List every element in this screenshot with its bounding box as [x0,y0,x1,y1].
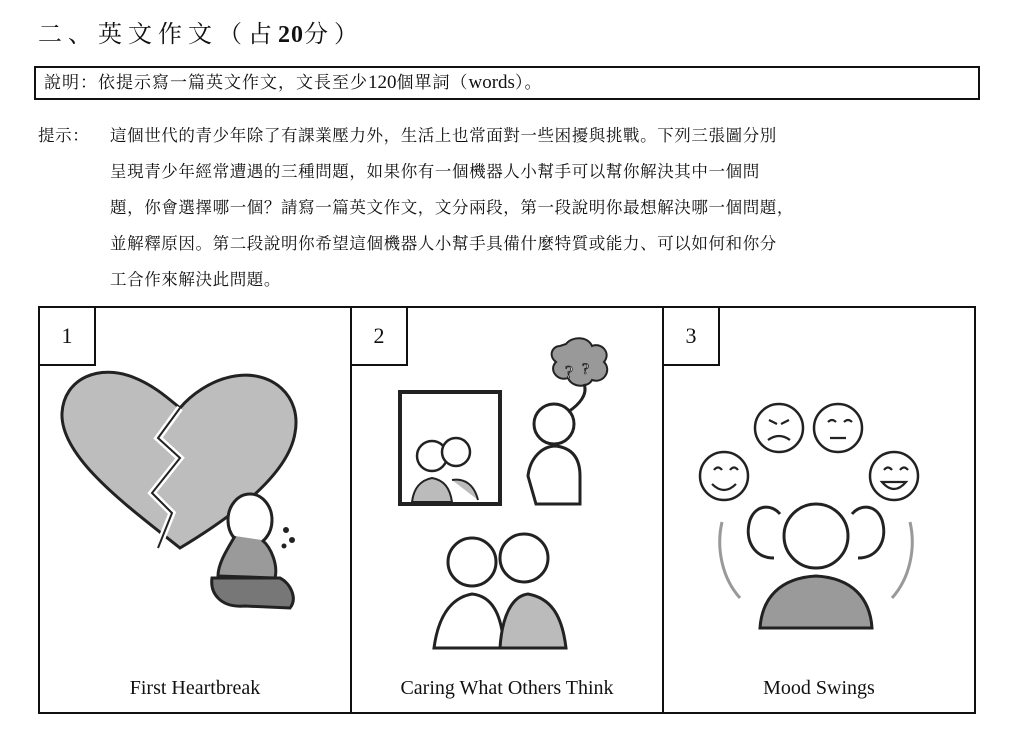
prompt-line: 並解釋原因。第二段說明你希望這個機器人小幫手具備什麼特質或能力、可以如何和你分 [110,234,777,253]
panel-caption: Caring What Others Think [400,677,614,699]
panel-mood-swings [664,308,974,712]
picture-panels [38,306,976,714]
section-heading [38,14,364,49]
instruction-middle: 個單詞（ [396,73,469,93]
instruction-words: words [468,72,515,93]
svg-text:?: ? [565,362,573,382]
heading-prefix: 二、英文作文（占 [38,20,278,48]
prompt-line: 這個世代的青少年除了有課業壓力外，生活上也常面對一些困擾與挑戰。下列三張圖分別 [110,126,777,145]
panel-caption: Mood Swings [763,677,875,699]
heading-points: 20 [278,22,304,48]
panel-number: 2 [352,308,408,366]
panel-number: 1 [40,308,96,366]
panel-caption: First Heartbreak [129,677,261,699]
prompt-label: 提示： [38,126,90,145]
svg-text:?: ? [582,361,590,378]
prompt-line: 呈現青少年經常遭遇的三種問題，如果你有一個機器人小幫手可以幫你解決其中一個問 [110,162,760,181]
panel-caring-what-others-think [352,308,664,712]
prompt-line: 工合作來解決此問題。 [110,270,281,289]
prompt-line: 題，你會選擇哪一個？請寫一篇英文作文，文分兩段，第一段說明你最想解決哪一個問題， [110,198,794,217]
panel-number: 3 [664,308,720,366]
instruction-word-count: 120 [368,72,397,93]
emotion-faces-icon [664,308,974,712]
instruction-suffix: ）。 [514,73,543,93]
instruction-prefix: 說明：依提示寫一篇英文作文，文長至少 [44,73,368,93]
instruction-box [34,66,980,100]
mirror-gossip-icon [352,308,664,712]
heading-suffix: 分） [304,20,364,48]
panel-first-heartbreak [40,308,352,712]
broken-heart-icon [40,308,352,712]
